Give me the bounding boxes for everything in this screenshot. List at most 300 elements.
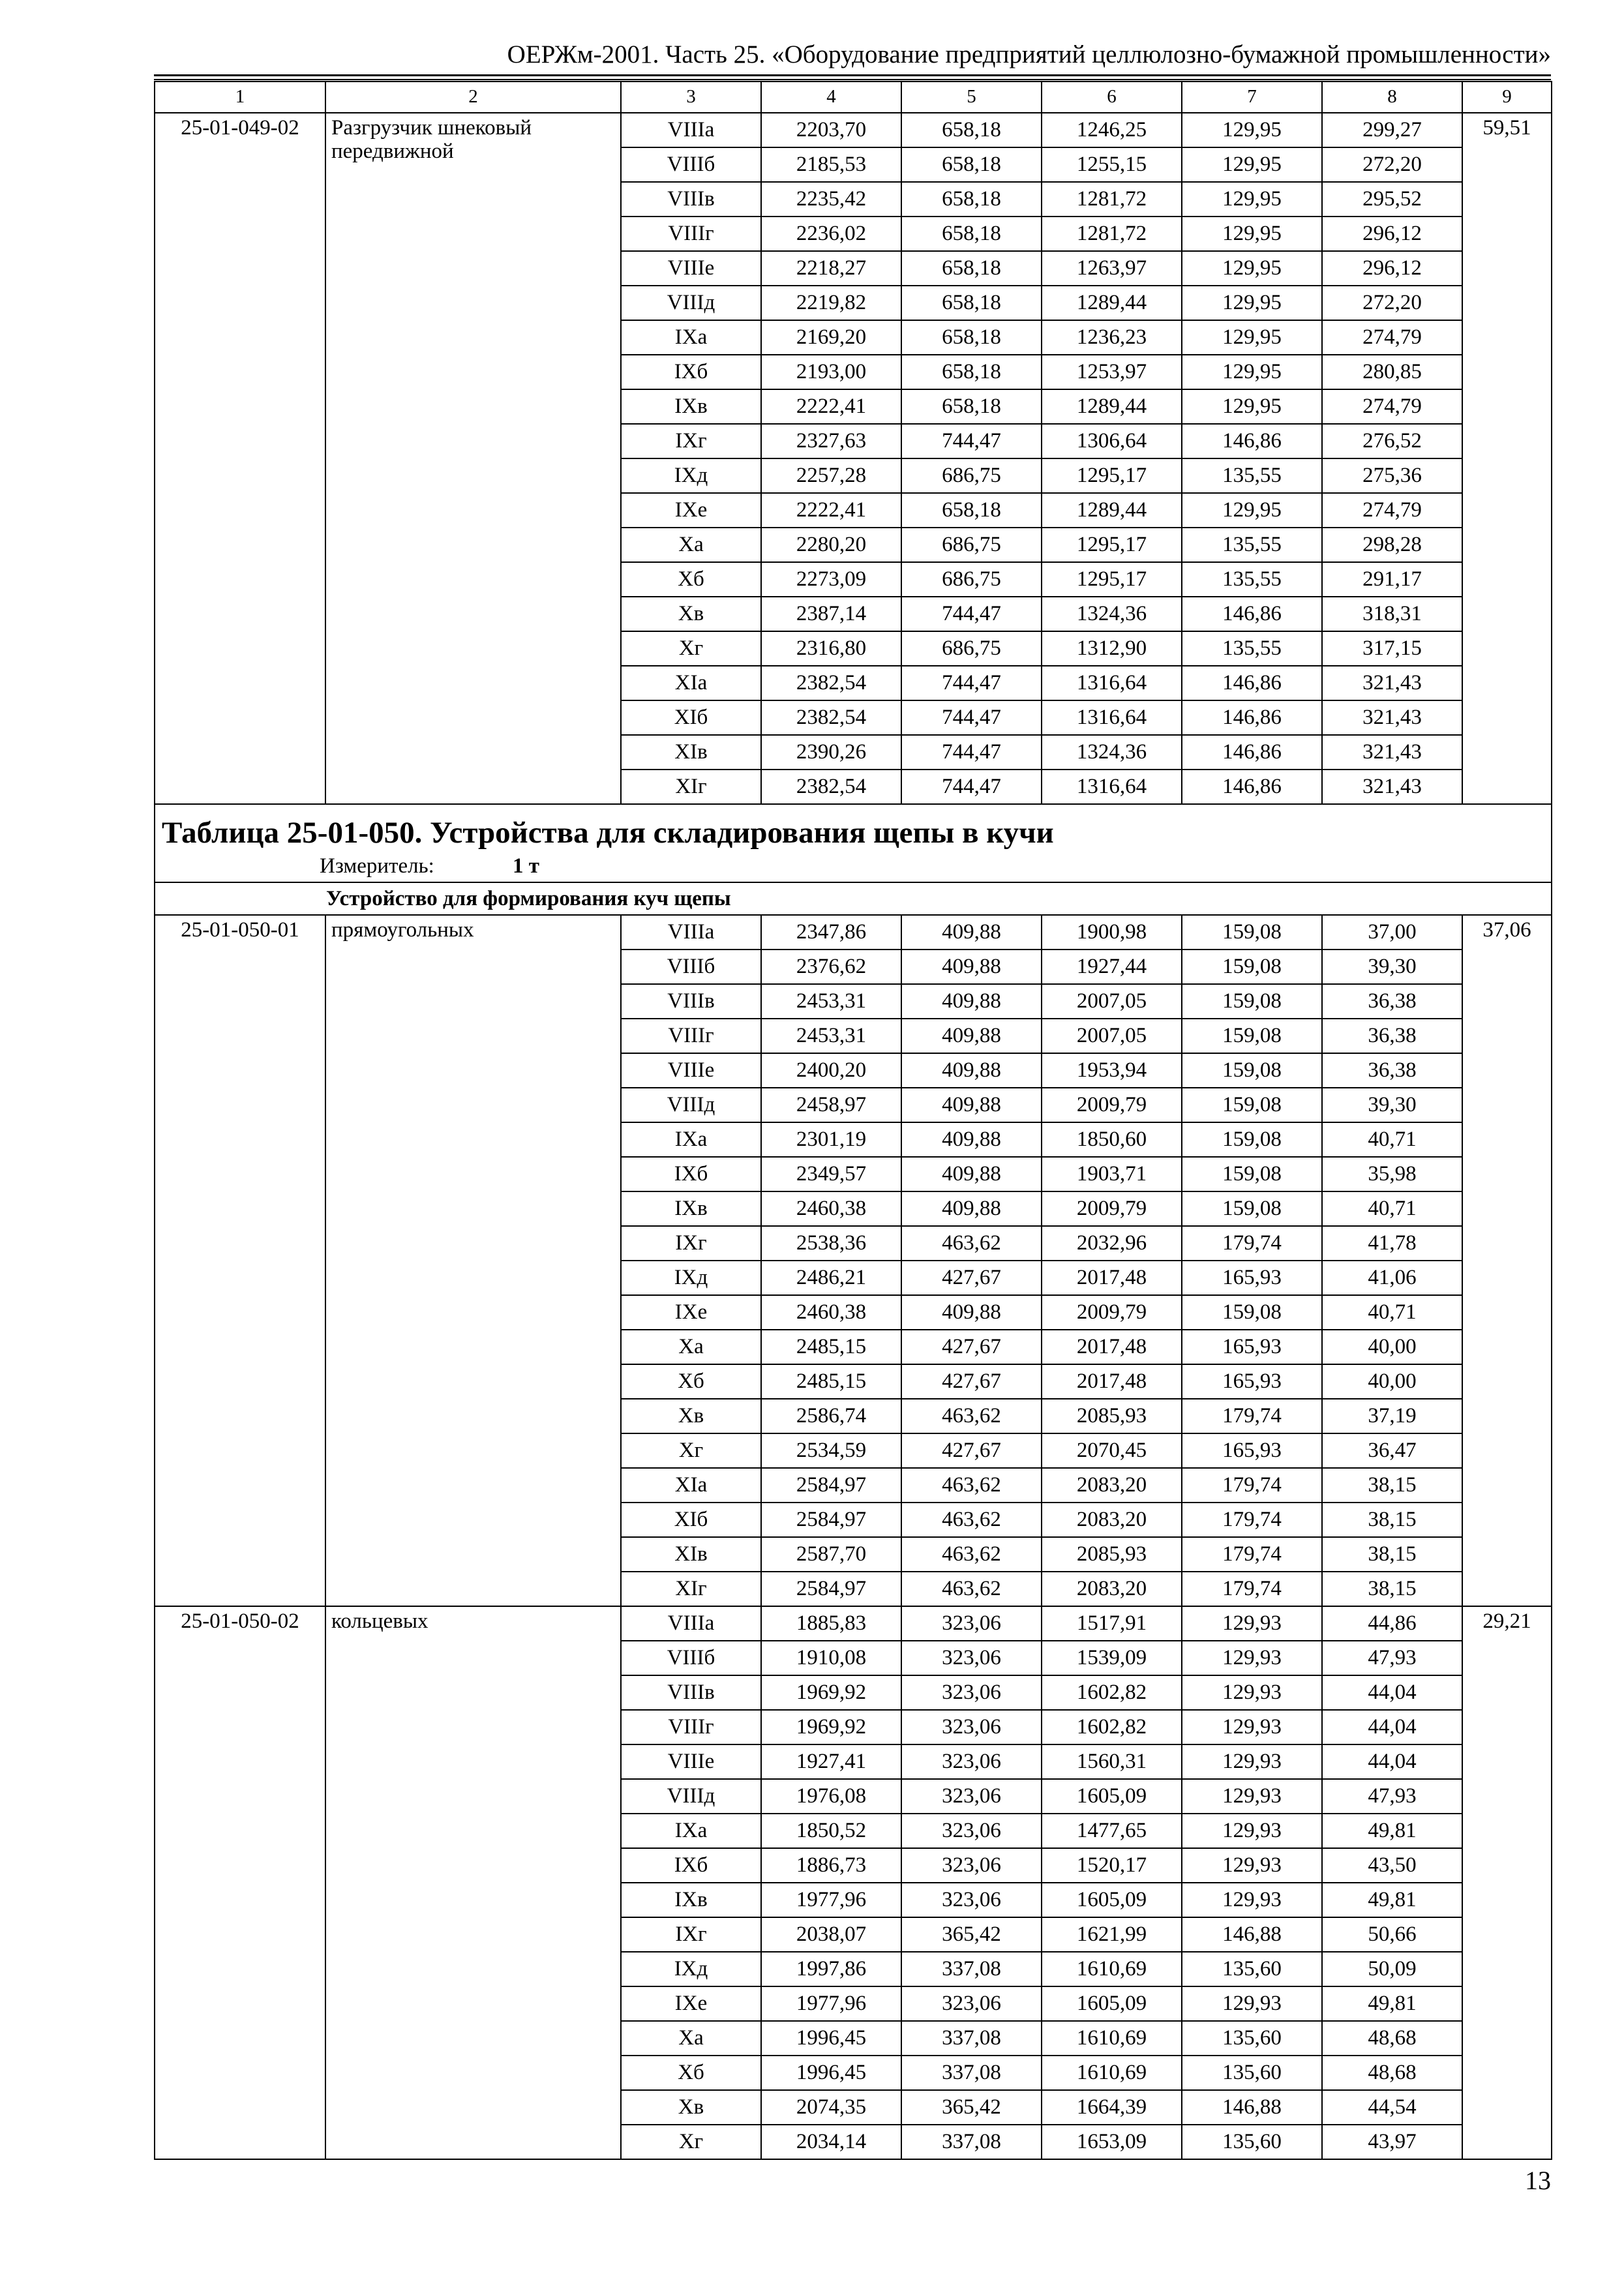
value-cell: 1605,09 [1042, 1986, 1182, 2021]
value-cell: 318,31 [1322, 597, 1462, 631]
unit-value: 1 т [513, 854, 539, 878]
value-cell: 135,55 [1182, 562, 1322, 597]
value-cell: 179,74 [1182, 1503, 1322, 1537]
value-cell: 658,18 [901, 182, 1042, 217]
value-cell: 463,62 [901, 1226, 1042, 1261]
value-cell: 2387,14 [761, 597, 901, 631]
section-title: Устройство для формирования куч щепы [155, 882, 1552, 915]
value-cell: 129,95 [1182, 389, 1322, 424]
value-cell: 317,15 [1322, 631, 1462, 666]
page-header [154, 34, 1551, 76]
value-cell: 146,86 [1182, 666, 1322, 700]
value-cell: 1885,83 [761, 1606, 901, 1641]
value-cell: 427,67 [901, 1330, 1042, 1364]
value-cell: 2009,79 [1042, 1088, 1182, 1122]
value-cell: 2083,20 [1042, 1572, 1182, 1606]
value-cell: 49,81 [1322, 1814, 1462, 1848]
value-cell: 44,04 [1322, 1710, 1462, 1744]
zone-cell: VIIIг [621, 1710, 761, 1744]
zone-cell: IXд [621, 458, 761, 493]
value-cell: 129,95 [1182, 113, 1322, 147]
rate-code: 25-01-050-02 [155, 1606, 325, 2159]
value-cell: 2301,19 [761, 1122, 901, 1157]
value-cell: 276,52 [1322, 424, 1462, 458]
value-cell: 146,88 [1182, 2090, 1322, 2125]
zone-cell: IXб [621, 1848, 761, 1883]
value-cell: 2083,20 [1042, 1468, 1182, 1503]
zone-cell: Xв [621, 1399, 761, 1433]
value-cell: 146,86 [1182, 770, 1322, 804]
value-cell: 323,06 [901, 1883, 1042, 1917]
value-cell: 48,68 [1322, 2021, 1462, 2056]
zone-cell: VIIIг [621, 1019, 761, 1053]
value-cell: 365,42 [901, 2090, 1042, 2125]
value-cell: 323,06 [901, 1675, 1042, 1710]
value-cell: 1664,39 [1042, 2090, 1182, 2125]
value-cell: 658,18 [901, 147, 1042, 182]
zone-cell: IXб [621, 355, 761, 389]
value-cell: 2347,86 [761, 915, 901, 950]
value-cell: 409,88 [901, 1088, 1042, 1122]
value-cell: 159,08 [1182, 1053, 1322, 1088]
value-cell: 409,88 [901, 950, 1042, 984]
value-cell: 44,04 [1322, 1744, 1462, 1779]
table-title-cell [155, 804, 1552, 850]
value-cell: 2185,53 [761, 147, 901, 182]
value-cell: 1520,17 [1042, 1848, 1182, 1883]
zone-cell: XIб [621, 700, 761, 735]
value-cell: 2203,70 [761, 113, 901, 147]
value-cell: 1306,64 [1042, 424, 1182, 458]
value-cell: 1886,73 [761, 1848, 901, 1883]
value-cell: 179,74 [1182, 1226, 1322, 1261]
value-cell: 1324,36 [1042, 597, 1182, 631]
value-cell: 2257,28 [761, 458, 901, 493]
value-cell: 296,12 [1322, 251, 1462, 286]
value-cell: 658,18 [901, 493, 1042, 528]
value-cell: 129,95 [1182, 182, 1322, 217]
value-cell: 409,88 [901, 1191, 1042, 1226]
value-cell: 658,18 [901, 217, 1042, 251]
value-cell: 2034,14 [761, 2125, 901, 2159]
zone-cell: VIIIд [621, 1779, 761, 1814]
value-cell: 1927,41 [761, 1744, 901, 1779]
value-cell: 323,06 [901, 1710, 1042, 1744]
zone-cell: IXд [621, 1261, 761, 1295]
value-cell: 2017,48 [1042, 1364, 1182, 1399]
value-cell: 658,18 [901, 251, 1042, 286]
value-cell: 135,60 [1182, 2056, 1322, 2090]
value-cell: 274,79 [1322, 493, 1462, 528]
zone-cell: XIв [621, 1537, 761, 1572]
value-cell: 409,88 [901, 915, 1042, 950]
value-cell: 146,86 [1182, 700, 1322, 735]
value-cell: 135,60 [1182, 2021, 1322, 2056]
value-cell: 1316,64 [1042, 700, 1182, 735]
column-number: 9 [1462, 82, 1552, 113]
col9-value: 59,51 [1462, 113, 1552, 804]
value-cell: 129,95 [1182, 493, 1322, 528]
value-cell: 337,08 [901, 1952, 1042, 1986]
value-cell: 2390,26 [761, 735, 901, 770]
value-cell: 1255,15 [1042, 147, 1182, 182]
value-cell: 1560,31 [1042, 1744, 1182, 1779]
zone-cell: VIIIв [621, 984, 761, 1019]
value-cell: 179,74 [1182, 1468, 1322, 1503]
value-cell: 658,18 [901, 286, 1042, 320]
value-cell: 295,52 [1322, 182, 1462, 217]
value-cell: 1850,60 [1042, 1122, 1182, 1157]
value-cell: 1621,99 [1042, 1917, 1182, 1952]
value-cell: 323,06 [901, 1641, 1042, 1675]
value-cell: 2458,97 [761, 1088, 901, 1122]
value-cell: 36,47 [1322, 1433, 1462, 1468]
value-cell: 337,08 [901, 2056, 1042, 2090]
value-cell: 323,06 [901, 1848, 1042, 1883]
value-cell: 43,50 [1322, 1848, 1462, 1883]
value-cell: 129,93 [1182, 1606, 1322, 1641]
zone-cell: IXб [621, 1157, 761, 1191]
value-cell: 296,12 [1322, 217, 1462, 251]
value-cell: 323,06 [901, 1606, 1042, 1641]
value-cell: 2382,54 [761, 770, 901, 804]
value-cell: 1602,82 [1042, 1675, 1182, 1710]
value-cell: 427,67 [901, 1433, 1042, 1468]
value-cell: 129,95 [1182, 217, 1322, 251]
value-cell: 2460,38 [761, 1191, 901, 1226]
value-cell: 135,55 [1182, 631, 1322, 666]
value-cell: 129,95 [1182, 355, 1322, 389]
zone-cell: IXе [621, 493, 761, 528]
value-cell: 50,66 [1322, 1917, 1462, 1952]
value-cell: 159,08 [1182, 1295, 1322, 1330]
value-cell: 1997,86 [761, 1952, 901, 1986]
value-cell: 2485,15 [761, 1330, 901, 1364]
zone-cell: Xв [621, 2090, 761, 2125]
value-cell: 38,15 [1322, 1468, 1462, 1503]
price-table [154, 81, 1552, 2160]
value-cell: 2032,96 [1042, 1226, 1182, 1261]
value-cell: 321,43 [1322, 700, 1462, 735]
value-cell: 280,85 [1322, 355, 1462, 389]
value-cell: 41,78 [1322, 1226, 1462, 1261]
value-cell: 686,75 [901, 458, 1042, 493]
zone-cell: VIIIа [621, 915, 761, 950]
value-cell: 38,15 [1322, 1572, 1462, 1606]
value-cell: 323,06 [901, 1986, 1042, 2021]
value-cell: 135,55 [1182, 528, 1322, 562]
value-cell: 165,93 [1182, 1433, 1322, 1468]
value-cell: 744,47 [901, 424, 1042, 458]
table-row [155, 915, 1552, 950]
value-cell: 146,86 [1182, 735, 1322, 770]
column-number: 7 [1182, 82, 1322, 113]
zone-cell: VIIIа [621, 1606, 761, 1641]
value-cell: 159,08 [1182, 915, 1322, 950]
value-cell: 1602,82 [1042, 1710, 1182, 1744]
column-number-row [155, 82, 1552, 113]
zone-cell: Xб [621, 2056, 761, 2090]
value-cell: 321,43 [1322, 770, 1462, 804]
value-cell: 129,95 [1182, 286, 1322, 320]
value-cell: 1324,36 [1042, 735, 1182, 770]
value-cell: 129,93 [1182, 1986, 1322, 2021]
value-cell: 1289,44 [1042, 493, 1182, 528]
zone-cell: Xб [621, 1364, 761, 1399]
value-cell: 323,06 [901, 1744, 1042, 1779]
value-cell: 321,43 [1322, 735, 1462, 770]
value-cell: 337,08 [901, 2021, 1042, 2056]
value-cell: 1610,69 [1042, 2056, 1182, 2090]
value-cell: 2074,35 [761, 2090, 901, 2125]
value-cell: 1263,97 [1042, 251, 1182, 286]
value-cell: 129,95 [1182, 320, 1322, 355]
value-cell: 409,88 [901, 1053, 1042, 1088]
value-cell: 41,06 [1322, 1261, 1462, 1295]
value-cell: 44,54 [1322, 2090, 1462, 2125]
zone-cell: VIIIв [621, 1675, 761, 1710]
value-cell: 1610,69 [1042, 1952, 1182, 1986]
zone-cell: IXг [621, 1917, 761, 1952]
unit-row [155, 850, 1552, 882]
value-cell: 1977,96 [761, 1883, 901, 1917]
value-cell: 40,71 [1322, 1191, 1462, 1226]
zone-cell: VIIIд [621, 286, 761, 320]
value-cell: 1977,96 [761, 1986, 901, 2021]
value-cell: 1653,09 [1042, 2125, 1182, 2159]
value-cell: 2453,31 [761, 984, 901, 1019]
value-cell: 129,95 [1182, 251, 1322, 286]
col9-value: 29,21 [1462, 1606, 1552, 2159]
value-cell: 272,20 [1322, 286, 1462, 320]
value-cell: 40,71 [1322, 1295, 1462, 1330]
value-cell: 2400,20 [761, 1053, 901, 1088]
value-cell: 49,81 [1322, 1986, 1462, 2021]
value-cell: 2017,48 [1042, 1330, 1182, 1364]
value-cell: 38,15 [1322, 1503, 1462, 1537]
zone-cell: IXа [621, 1122, 761, 1157]
value-cell: 2007,05 [1042, 1019, 1182, 1053]
page-number: 13 [1525, 2166, 1551, 2195]
value-cell: 409,88 [901, 1157, 1042, 1191]
rate-code: 25-01-050-01 [155, 915, 325, 1606]
value-cell: 337,08 [901, 2125, 1042, 2159]
value-cell: 2534,59 [761, 1433, 901, 1468]
value-cell: 427,67 [901, 1364, 1042, 1399]
value-cell: 129,93 [1182, 1675, 1322, 1710]
value-cell: 1281,72 [1042, 217, 1182, 251]
value-cell: 2169,20 [761, 320, 901, 355]
column-number: 8 [1322, 82, 1462, 113]
value-cell: 129,93 [1182, 1883, 1322, 1917]
value-cell: 744,47 [901, 597, 1042, 631]
zone-cell: IXг [621, 1226, 761, 1261]
value-cell: 2218,27 [761, 251, 901, 286]
value-cell: 159,08 [1182, 1157, 1322, 1191]
value-cell: 1969,92 [761, 1675, 901, 1710]
value-cell: 1253,97 [1042, 355, 1182, 389]
value-cell: 299,27 [1322, 113, 1462, 147]
value-cell: 36,38 [1322, 984, 1462, 1019]
value-cell: 658,18 [901, 355, 1042, 389]
value-cell: 1605,09 [1042, 1779, 1182, 1814]
unit-cell [155, 850, 1552, 882]
value-cell: 165,93 [1182, 1364, 1322, 1399]
zone-cell: Xг [621, 1433, 761, 1468]
value-cell: 1289,44 [1042, 389, 1182, 424]
value-cell: 1900,98 [1042, 915, 1182, 950]
value-cell: 47,93 [1322, 1779, 1462, 1814]
value-cell: 2382,54 [761, 666, 901, 700]
value-cell: 1605,09 [1042, 1883, 1182, 1917]
value-cell: 323,06 [901, 1814, 1042, 1848]
zone-cell: Xа [621, 2021, 761, 2056]
value-cell: 2009,79 [1042, 1191, 1182, 1226]
value-cell: 1316,64 [1042, 770, 1182, 804]
value-cell: 2327,63 [761, 424, 901, 458]
value-cell: 49,81 [1322, 1883, 1462, 1917]
value-cell: 50,09 [1322, 1952, 1462, 1986]
value-cell: 129,93 [1182, 1814, 1322, 1848]
header-title: ОЕРЖм-2001. Часть 25. «Оборудование предприятий целлюлозно-бумажной промышленности» [507, 40, 1551, 68]
value-cell: 1281,72 [1042, 182, 1182, 217]
zone-cell: Xа [621, 528, 761, 562]
value-cell: 2349,57 [761, 1157, 901, 1191]
value-cell: 2280,20 [761, 528, 901, 562]
value-cell: 35,98 [1322, 1157, 1462, 1191]
value-cell: 463,62 [901, 1468, 1042, 1503]
value-cell: 2085,93 [1042, 1537, 1182, 1572]
zone-cell: XIа [621, 1468, 761, 1503]
unit-label: Измеритель: [320, 854, 434, 878]
zone-cell: Xв [621, 597, 761, 631]
value-cell: 744,47 [901, 735, 1042, 770]
value-cell: 463,62 [901, 1503, 1042, 1537]
price-table-container [154, 81, 1551, 2160]
value-cell: 1295,17 [1042, 562, 1182, 597]
value-cell: 2376,62 [761, 950, 901, 984]
value-cell: 744,47 [901, 700, 1042, 735]
value-cell: 686,75 [901, 631, 1042, 666]
zone-cell: IXв [621, 389, 761, 424]
value-cell: 2009,79 [1042, 1295, 1182, 1330]
value-cell: 1927,44 [1042, 950, 1182, 984]
value-cell: 129,95 [1182, 147, 1322, 182]
value-cell: 1295,17 [1042, 528, 1182, 562]
value-cell: 365,42 [901, 1917, 1042, 1952]
value-cell: 323,06 [901, 1779, 1042, 1814]
value-cell: 2485,15 [761, 1364, 901, 1399]
value-cell: 2007,05 [1042, 984, 1182, 1019]
equipment-name: Разгрузчик шнековый передвижной [325, 113, 621, 804]
value-cell: 744,47 [901, 666, 1042, 700]
section-row [155, 882, 1552, 915]
zone-cell: IXе [621, 1986, 761, 2021]
value-cell: 2316,80 [761, 631, 901, 666]
value-cell: 159,08 [1182, 950, 1322, 984]
table-title: Таблица 25-01-050. Устройства для складирования щепы в кучи [162, 816, 1054, 850]
rate-code: 25-01-049-02 [155, 113, 325, 804]
value-cell: 1477,65 [1042, 1814, 1182, 1848]
value-cell: 321,43 [1322, 666, 1462, 700]
column-number: 4 [761, 82, 901, 113]
value-cell: 2083,20 [1042, 1503, 1182, 1537]
column-number: 6 [1042, 82, 1182, 113]
value-cell: 1953,94 [1042, 1053, 1182, 1088]
value-cell: 129,93 [1182, 1744, 1322, 1779]
column-number: 5 [901, 82, 1042, 113]
col9-value: 37,06 [1462, 915, 1552, 1606]
value-cell: 2453,31 [761, 1019, 901, 1053]
value-cell: 2219,82 [761, 286, 901, 320]
value-cell: 36,38 [1322, 1019, 1462, 1053]
value-cell: 146,88 [1182, 1917, 1322, 1952]
table-row [155, 113, 1552, 147]
value-cell: 2586,74 [761, 1399, 901, 1433]
value-cell: 2222,41 [761, 389, 901, 424]
value-cell: 1969,92 [761, 1710, 901, 1744]
value-cell: 129,93 [1182, 1848, 1322, 1883]
value-cell: 44,04 [1322, 1675, 1462, 1710]
value-cell: 2038,07 [761, 1917, 901, 1952]
value-cell: 135,55 [1182, 458, 1322, 493]
value-cell: 272,20 [1322, 147, 1462, 182]
zone-cell: VIIIв [621, 182, 761, 217]
zone-cell: VIIIг [621, 217, 761, 251]
value-cell: 159,08 [1182, 1019, 1322, 1053]
value-cell: 1903,71 [1042, 1157, 1182, 1191]
zone-cell: XIг [621, 1572, 761, 1606]
value-cell: 2236,02 [761, 217, 901, 251]
value-cell: 37,00 [1322, 915, 1462, 950]
value-cell: 658,18 [901, 113, 1042, 147]
zone-cell: IXа [621, 1814, 761, 1848]
value-cell: 129,93 [1182, 1710, 1322, 1744]
column-number: 1 [155, 82, 325, 113]
value-cell: 2460,38 [761, 1295, 901, 1330]
value-cell: 37,19 [1322, 1399, 1462, 1433]
value-cell: 159,08 [1182, 984, 1322, 1019]
value-cell: 2017,48 [1042, 1261, 1182, 1295]
zone-cell: Xа [621, 1330, 761, 1364]
value-cell: 658,18 [901, 389, 1042, 424]
value-cell: 146,86 [1182, 424, 1322, 458]
zone-cell: VIIIб [621, 147, 761, 182]
value-cell: 165,93 [1182, 1330, 1322, 1364]
value-cell: 129,93 [1182, 1779, 1322, 1814]
value-cell: 2584,97 [761, 1572, 901, 1606]
value-cell: 1295,17 [1042, 458, 1182, 493]
value-cell: 409,88 [901, 1122, 1042, 1157]
zone-cell: XIб [621, 1503, 761, 1537]
zone-cell: XIг [621, 770, 761, 804]
zone-cell: IXе [621, 1295, 761, 1330]
value-cell: 1539,09 [1042, 1641, 1182, 1675]
value-cell: 40,00 [1322, 1330, 1462, 1364]
value-cell: 463,62 [901, 1572, 1042, 1606]
value-cell: 135,60 [1182, 1952, 1322, 1986]
value-cell: 146,86 [1182, 597, 1322, 631]
value-cell: 409,88 [901, 1295, 1042, 1330]
value-cell: 1316,64 [1042, 666, 1182, 700]
value-cell: 409,88 [901, 1019, 1042, 1053]
value-cell: 686,75 [901, 528, 1042, 562]
zone-cell: Xб [621, 562, 761, 597]
zone-cell: IXд [621, 1952, 761, 1986]
zone-cell: XIв [621, 735, 761, 770]
column-number: 3 [621, 82, 761, 113]
value-cell: 274,79 [1322, 320, 1462, 355]
